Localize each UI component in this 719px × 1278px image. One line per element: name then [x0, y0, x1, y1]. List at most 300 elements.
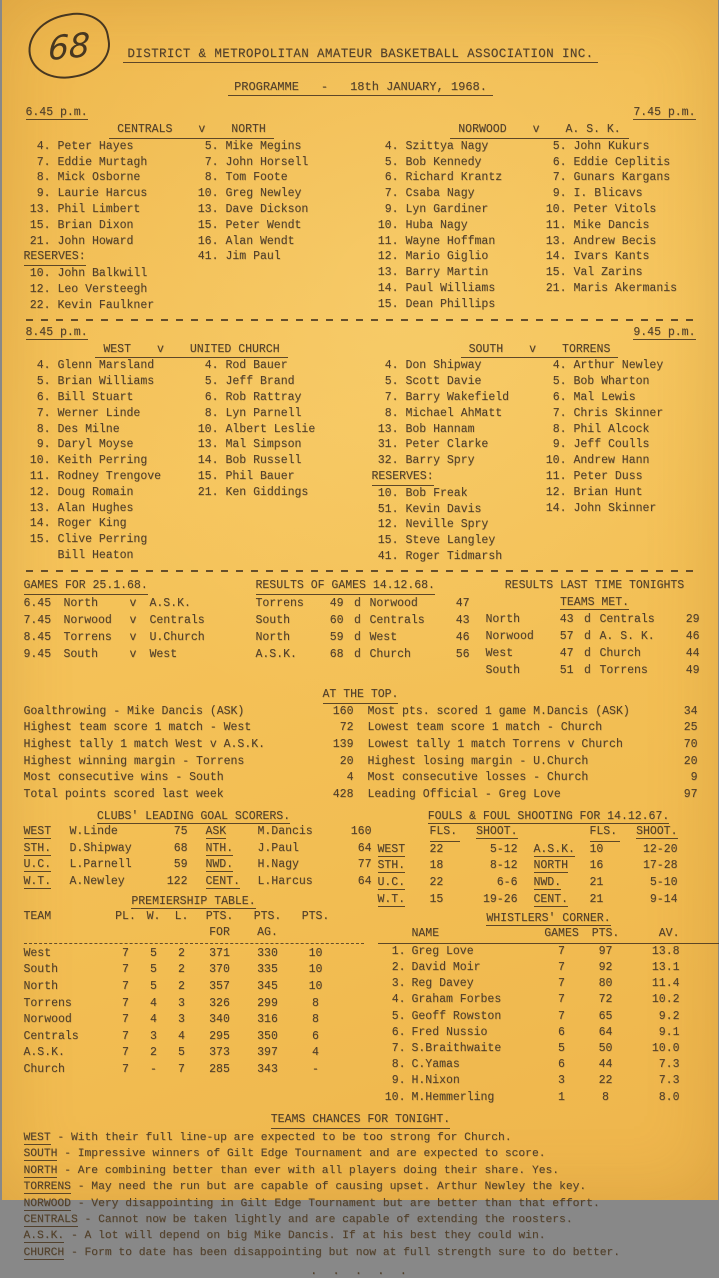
player-number: 6.	[540, 155, 567, 171]
team-a-players	[24, 139, 192, 314]
player-number: 7.	[372, 390, 399, 406]
player-row	[24, 186, 192, 202]
whistler-name: C.Yamas	[412, 1057, 540, 1073]
player-number: 32.	[372, 453, 399, 469]
club-abbrev: WEST	[378, 843, 406, 857]
player-row	[540, 374, 708, 390]
whistler-points: 92	[584, 960, 628, 976]
result-loser: Norwood	[370, 595, 446, 612]
player-row	[24, 485, 192, 501]
team-b-players	[192, 358, 360, 563]
player-name: Jim Paul	[226, 249, 281, 265]
fixture-away: U.Church	[150, 629, 205, 646]
player-row	[540, 485, 708, 501]
player-name: Greg Newley	[226, 186, 302, 202]
player-row	[24, 234, 192, 250]
player-name: Lyn Parnell	[226, 406, 302, 422]
whistler-average: 7.3	[628, 1057, 680, 1073]
reserves-label: RESERVES:	[372, 469, 434, 486]
player-number: 13.	[24, 202, 51, 218]
player-row	[192, 390, 360, 406]
player-name: Barry Spry	[406, 453, 475, 469]
result-loser-score: 56	[446, 646, 470, 663]
versus-label: v	[198, 123, 205, 136]
player-number: 21.	[192, 485, 219, 501]
player-row	[192, 186, 360, 202]
defeated-label: d	[350, 629, 366, 646]
player-name: Peter Hayes	[58, 139, 134, 155]
chance-row	[24, 1146, 698, 1162]
player-row	[540, 422, 708, 438]
club-abbrev: NWD.	[534, 876, 562, 890]
player-row	[540, 249, 708, 265]
stat-value: 428	[320, 787, 354, 804]
player-row	[540, 202, 708, 218]
result-loser-score: 46	[676, 628, 700, 645]
player-number: 15.	[24, 218, 51, 234]
last-met-title-line2: TEAMS MET.	[560, 596, 629, 610]
page-title: DISTRICT & METROPOLITAN AMATEUR BASKETBALL ASSOCIATION INC.	[123, 47, 597, 63]
player-name: John Balkwill	[58, 266, 148, 282]
fixture-home: South	[64, 646, 130, 663]
chances-title-row	[24, 1110, 698, 1129]
premiership-row: A.S.K. 7 2 5 373 397 4	[24, 1045, 364, 1062]
versus-label: v	[529, 343, 536, 356]
whistler-rank: 10.	[378, 1090, 406, 1106]
scorer-name: L.Harcus	[258, 874, 342, 891]
result-loser-score: 46	[446, 629, 470, 646]
whistler-rank: 4.	[378, 992, 406, 1008]
player-row	[192, 249, 360, 265]
lineup-times-row	[26, 326, 696, 340]
fouls-count: 16	[590, 858, 620, 875]
player-number: 6.	[192, 390, 219, 406]
player-name: Jeff Coulls	[574, 437, 650, 453]
player-number: 10.	[540, 202, 567, 218]
row-team: Church	[24, 1062, 112, 1079]
fouls-row	[378, 892, 719, 909]
whistler-games: 7	[540, 944, 584, 960]
premiership-title: PREMIERSHIP TABLE.	[131, 895, 255, 909]
versus-label: v	[157, 343, 164, 356]
player-row	[24, 358, 192, 374]
player-row	[24, 422, 192, 438]
player-row	[540, 155, 708, 171]
scorer-row	[24, 857, 364, 874]
player-row	[192, 218, 360, 234]
stat-label: Lowest team score 1 match - Church	[368, 720, 664, 737]
player-row	[192, 139, 360, 155]
scorer-points: 122	[158, 874, 188, 891]
fls-header: FLS.	[590, 824, 620, 842]
player-row	[192, 374, 360, 390]
chance-text: - With their full line-up are expected to be too strong for Church.	[57, 1132, 511, 1144]
at-the-top-section	[24, 685, 698, 804]
fouls-count: 21	[590, 892, 620, 909]
player-number: 12.	[540, 485, 567, 501]
player-number: 15.	[192, 469, 219, 485]
result-row	[472, 645, 718, 662]
programme-date: 18th JANUARY, 1968.	[350, 80, 487, 94]
fouls-count: 18	[430, 858, 460, 875]
player-number: 6.	[540, 390, 567, 406]
whistler-rank: 5.	[378, 1009, 406, 1025]
fixture-time: 6.45	[24, 595, 64, 612]
fouls-table	[378, 824, 719, 908]
player-name: Arthur Newley	[574, 358, 664, 374]
whistler-name: David Moir	[412, 960, 540, 976]
player-row	[24, 282, 192, 298]
team-a-players	[24, 358, 192, 563]
whistler-points: 97	[584, 944, 628, 960]
player-name: Mick Osborne	[58, 170, 141, 186]
results-rows	[256, 595, 472, 663]
chance-text: - Are combining better than ever with all players doing their share. Yes.	[64, 1165, 559, 1177]
club-abbrev: ASK	[206, 825, 227, 839]
player-name: Barry Martin	[406, 265, 489, 281]
stat-value: 20	[664, 754, 698, 771]
result-loser: West	[370, 629, 446, 646]
fixture-time: 7.45	[24, 612, 64, 629]
header-team: TEAM	[24, 909, 112, 926]
whistler-points: 44	[584, 1057, 628, 1073]
player-number: 8.	[372, 406, 399, 422]
player-row	[192, 406, 360, 422]
player-name: Peter Wendt	[226, 218, 302, 234]
player-row	[540, 281, 708, 297]
whistler-points: 65	[584, 1009, 628, 1025]
page-number-text: 68	[47, 24, 90, 68]
header	[24, 44, 698, 63]
team-b-name: NORTH	[231, 123, 266, 136]
stat-row	[24, 720, 354, 737]
chances-section	[24, 1110, 698, 1278]
last-met-rows	[472, 611, 718, 679]
stat-label: Highest team score 1 match - West	[24, 720, 320, 737]
premiership-row: North 7 5 2 357 345 10	[24, 979, 364, 996]
whistler-row	[378, 1090, 719, 1106]
player-name: Bill Heaton	[58, 548, 134, 564]
matchup-header	[461, 342, 619, 359]
chance-text: - Form to date has been disappointing but now at full strength sure to do better.	[71, 1247, 620, 1259]
scorer-row	[24, 824, 364, 841]
player-name: Scott Davie	[406, 374, 482, 390]
fouls-count: 21	[590, 875, 620, 892]
player-number: 41.	[192, 249, 219, 265]
scorer-name: L.Parnell	[70, 857, 158, 874]
player-row	[24, 202, 192, 218]
stat-value: 97	[664, 787, 698, 804]
defeated-label: d	[580, 645, 596, 662]
player-number: 5.	[540, 374, 567, 390]
time-right: 7.45 p.m.	[633, 106, 695, 120]
whistler-name: Reg Davey	[412, 976, 540, 992]
club-abbrev: NORTH	[534, 859, 569, 873]
player-number: 4.	[372, 358, 399, 374]
club-abbrev: CENT.	[534, 893, 569, 907]
player-name: Rodney Trengove	[58, 469, 162, 485]
matchup	[24, 341, 360, 565]
scorer-name: W.Linde	[70, 824, 158, 841]
matchup	[24, 121, 360, 314]
player-row	[24, 532, 192, 548]
whistler-rank: 6.	[378, 1025, 406, 1041]
result-winner-score: 59	[320, 629, 344, 646]
player-name: Rob Rattray	[226, 390, 302, 406]
player-name: Kevin Faulkner	[58, 298, 155, 314]
player-row	[372, 265, 540, 281]
fouls-title: FOULS & FOUL SHOOTING FOR 14.12.67.	[428, 810, 670, 824]
player-name: Clive Perring	[58, 532, 148, 548]
foul-shooting: 12-20	[620, 842, 678, 859]
player-number: 5.	[24, 374, 51, 390]
whistler-average: 11.4	[628, 976, 680, 992]
player-name: Mario Giglio	[406, 249, 489, 265]
player-name: Phil Bauer	[226, 469, 295, 485]
result-winner-score: 49	[320, 595, 344, 612]
player-number: 10.	[372, 218, 399, 234]
team-b-name: TORRENS	[562, 343, 610, 356]
player-row	[24, 548, 192, 564]
team-a-name: NORWOOD	[458, 123, 506, 136]
fouls-count: 15	[430, 892, 460, 909]
player-row	[372, 406, 540, 422]
player-name: Phil Alcock	[574, 422, 650, 438]
fixture-away: A.S.K.	[150, 595, 191, 612]
lineup-times-row	[26, 106, 696, 120]
stat-value: 9	[664, 770, 698, 787]
result-winner: A.S.K.	[256, 646, 320, 663]
player-name: Szittya Nagy	[406, 139, 489, 155]
chances-title: TEAMS CHANCES FOR TONIGHT.	[271, 1111, 450, 1129]
club-abbrev: NTH.	[206, 842, 234, 856]
row-team: West	[24, 946, 112, 963]
chance-text: - May need the run but are capable of causing upset. Arthur Newley the key.	[78, 1181, 586, 1193]
stat-label: Highest winning margin - Torrens	[24, 754, 320, 771]
result-winner: North	[256, 629, 320, 646]
whistler-average: 13.1	[628, 960, 680, 976]
player-number: 6.	[24, 390, 51, 406]
result-loser: Church	[370, 646, 446, 663]
player-number: 8.	[192, 406, 219, 422]
player-number: 6.	[372, 170, 399, 186]
player-row	[24, 406, 192, 422]
whistler-row	[378, 1041, 719, 1057]
programme-line	[228, 80, 493, 96]
matches-container	[24, 121, 698, 314]
versus-label: v	[130, 629, 150, 646]
chance-team: WEST	[24, 1132, 51, 1145]
pts-header: PTS.	[584, 926, 628, 943]
player-number: 7.	[540, 406, 567, 422]
player-row	[372, 533, 540, 549]
team-b-players	[540, 139, 708, 313]
team-a-players	[372, 139, 540, 313]
row-team: North	[24, 979, 112, 996]
whistler-name: Fred Nussio	[412, 1025, 540, 1041]
stat-row	[368, 770, 698, 787]
player-number: 9.	[372, 202, 399, 218]
chance-row	[24, 1179, 698, 1195]
whistler-row	[378, 1009, 719, 1025]
player-row	[540, 265, 708, 281]
team-b-players	[540, 358, 708, 564]
player-name: Peter Vitols	[574, 202, 657, 218]
player-name: Des Milne	[58, 422, 120, 438]
stats-left-column	[24, 806, 364, 1106]
whistler-rank: 9.	[378, 1073, 406, 1089]
result-loser: A. S. K.	[600, 628, 676, 645]
player-row	[372, 249, 540, 265]
player-number: 21.	[24, 234, 51, 250]
scorer-points: 160	[342, 824, 372, 841]
player-name: Eddie Murtagh	[58, 155, 148, 171]
header-team	[24, 925, 112, 942]
player-name: Paul Williams	[406, 281, 496, 297]
player-row	[192, 469, 360, 485]
premiership-row: Norwood 7 4 3 340 316 8	[24, 1012, 364, 1029]
whistler-name: Greg Love	[412, 944, 540, 960]
player-number: 14.	[540, 501, 567, 517]
stat-label: Total points scored last week	[24, 787, 320, 804]
whistler-name: Geoff Rowston	[412, 1009, 540, 1025]
stat-row	[24, 754, 354, 771]
player-row	[192, 437, 360, 453]
player-number: 13.	[372, 422, 399, 438]
fixtures-section	[24, 577, 256, 679]
player-row	[372, 437, 540, 453]
result-loser-score: 49	[676, 662, 700, 679]
player-row	[372, 218, 540, 234]
whistler-average: 8.0	[628, 1090, 680, 1106]
player-number: 11.	[540, 218, 567, 234]
results-strip	[24, 577, 698, 679]
player-row	[372, 170, 540, 186]
last-met-title-line1: RESULTS LAST TIME TONIGHTS	[505, 579, 684, 592]
player-name: Albert Leslie	[226, 422, 316, 438]
stat-label: Highest tally 1 match West v A.S.K.	[24, 737, 320, 754]
lineup-block-early	[24, 106, 698, 314]
result-row	[256, 612, 472, 629]
player-name: Eddie Ceplitis	[574, 155, 671, 171]
whistler-row	[378, 1057, 719, 1073]
fouls-count: 22	[430, 842, 460, 859]
player-row	[192, 358, 360, 374]
whistler-row	[378, 1025, 719, 1041]
player-number: 8.	[540, 422, 567, 438]
result-loser: Centrals	[600, 611, 676, 628]
stat-value: 72	[320, 720, 354, 737]
player-number: 9.	[24, 437, 51, 453]
player-name: John Howard	[58, 234, 134, 250]
whistler-row	[378, 976, 719, 992]
player-number: 4.	[192, 358, 219, 374]
stat-row	[368, 754, 698, 771]
premiership-row: Torrens 7 4 3 326 299 8	[24, 996, 364, 1013]
player-name: Roger Tidmarsh	[406, 549, 503, 565]
whistler-average: 9.2	[628, 1009, 680, 1025]
player-number: 22.	[24, 298, 51, 314]
stat-label: Lowest tally 1 match Torrens v Church	[368, 737, 664, 754]
scorer-name: M.Dancis	[258, 824, 342, 841]
player-number: 41.	[372, 549, 399, 565]
player-row	[540, 170, 708, 186]
dashed-divider	[26, 319, 696, 321]
club-abbrev: U.C.	[24, 858, 52, 872]
player-row	[540, 453, 708, 469]
club-abbrev: W.T.	[378, 893, 406, 907]
player-number: 13.	[192, 437, 219, 453]
player-row	[372, 486, 540, 502]
team-b-name: A. S. K.	[566, 123, 621, 136]
stat-label: Most pts. scored 1 game M.Dancis (ASK)	[368, 704, 664, 721]
defeated-label: d	[580, 611, 596, 628]
versus-label: v	[130, 595, 150, 612]
chance-row	[24, 1228, 698, 1244]
fixture-home: Norwood	[64, 612, 130, 629]
player-row	[372, 139, 540, 155]
defeated-label: d	[350, 646, 366, 663]
player-row	[372, 358, 540, 374]
player-row	[24, 139, 192, 155]
fixture-home: North	[64, 595, 130, 612]
row-team: Torrens	[24, 996, 112, 1013]
player-name: Bob Freak	[406, 486, 468, 502]
stat-row	[24, 770, 354, 787]
player-row	[540, 390, 708, 406]
player-name: Csaba Nagy	[406, 186, 475, 202]
result-winner: South	[486, 662, 550, 679]
footer-dots: . . . . .	[24, 1264, 698, 1278]
defeated-label: d	[350, 612, 366, 629]
player-number: 10.	[24, 453, 51, 469]
whistler-rank: 1.	[378, 944, 406, 960]
player-row	[24, 390, 192, 406]
scorer-points: 75	[158, 824, 188, 841]
result-loser: Church	[600, 645, 676, 662]
row-team: Norwood	[24, 1012, 112, 1029]
chance-row	[24, 1212, 698, 1228]
whistler-games: 3	[540, 1073, 584, 1089]
premiership-table	[24, 909, 364, 1079]
chance-text: - Very disappointing in Gilt Edge Tournament but are better than that effort.	[78, 1198, 600, 1210]
player-name: Andrew Hann	[574, 453, 650, 469]
player-number: 7.	[24, 406, 51, 422]
player-name: Maris Akermanis	[574, 281, 678, 297]
premiership-row: Centrals 7 3 4 295 350 6	[24, 1029, 364, 1046]
player-row	[372, 502, 540, 518]
player-number: 7.	[192, 155, 219, 171]
player-number: 5.	[192, 139, 219, 155]
versus-label: v	[130, 612, 150, 629]
whistlers-title-row	[378, 908, 719, 926]
result-loser-score: 44	[676, 645, 700, 662]
at-the-top-title: AT THE TOP.	[323, 686, 399, 704]
team-a-name: CENTRALS	[117, 123, 172, 136]
player-number: 21.	[540, 281, 567, 297]
player-name: Steve Langley	[406, 533, 496, 549]
player-number: 14.	[192, 453, 219, 469]
player-row	[192, 234, 360, 250]
stat-value: 34	[664, 704, 698, 721]
fixture-row	[24, 612, 256, 629]
player-name: Brian Hunt	[574, 485, 643, 501]
fouls-title-row	[378, 806, 719, 824]
whistler-games: 1	[540, 1090, 584, 1106]
player-row	[192, 170, 360, 186]
stat-label: Leading Official - Greg Love	[368, 787, 664, 804]
player-row	[540, 234, 708, 250]
